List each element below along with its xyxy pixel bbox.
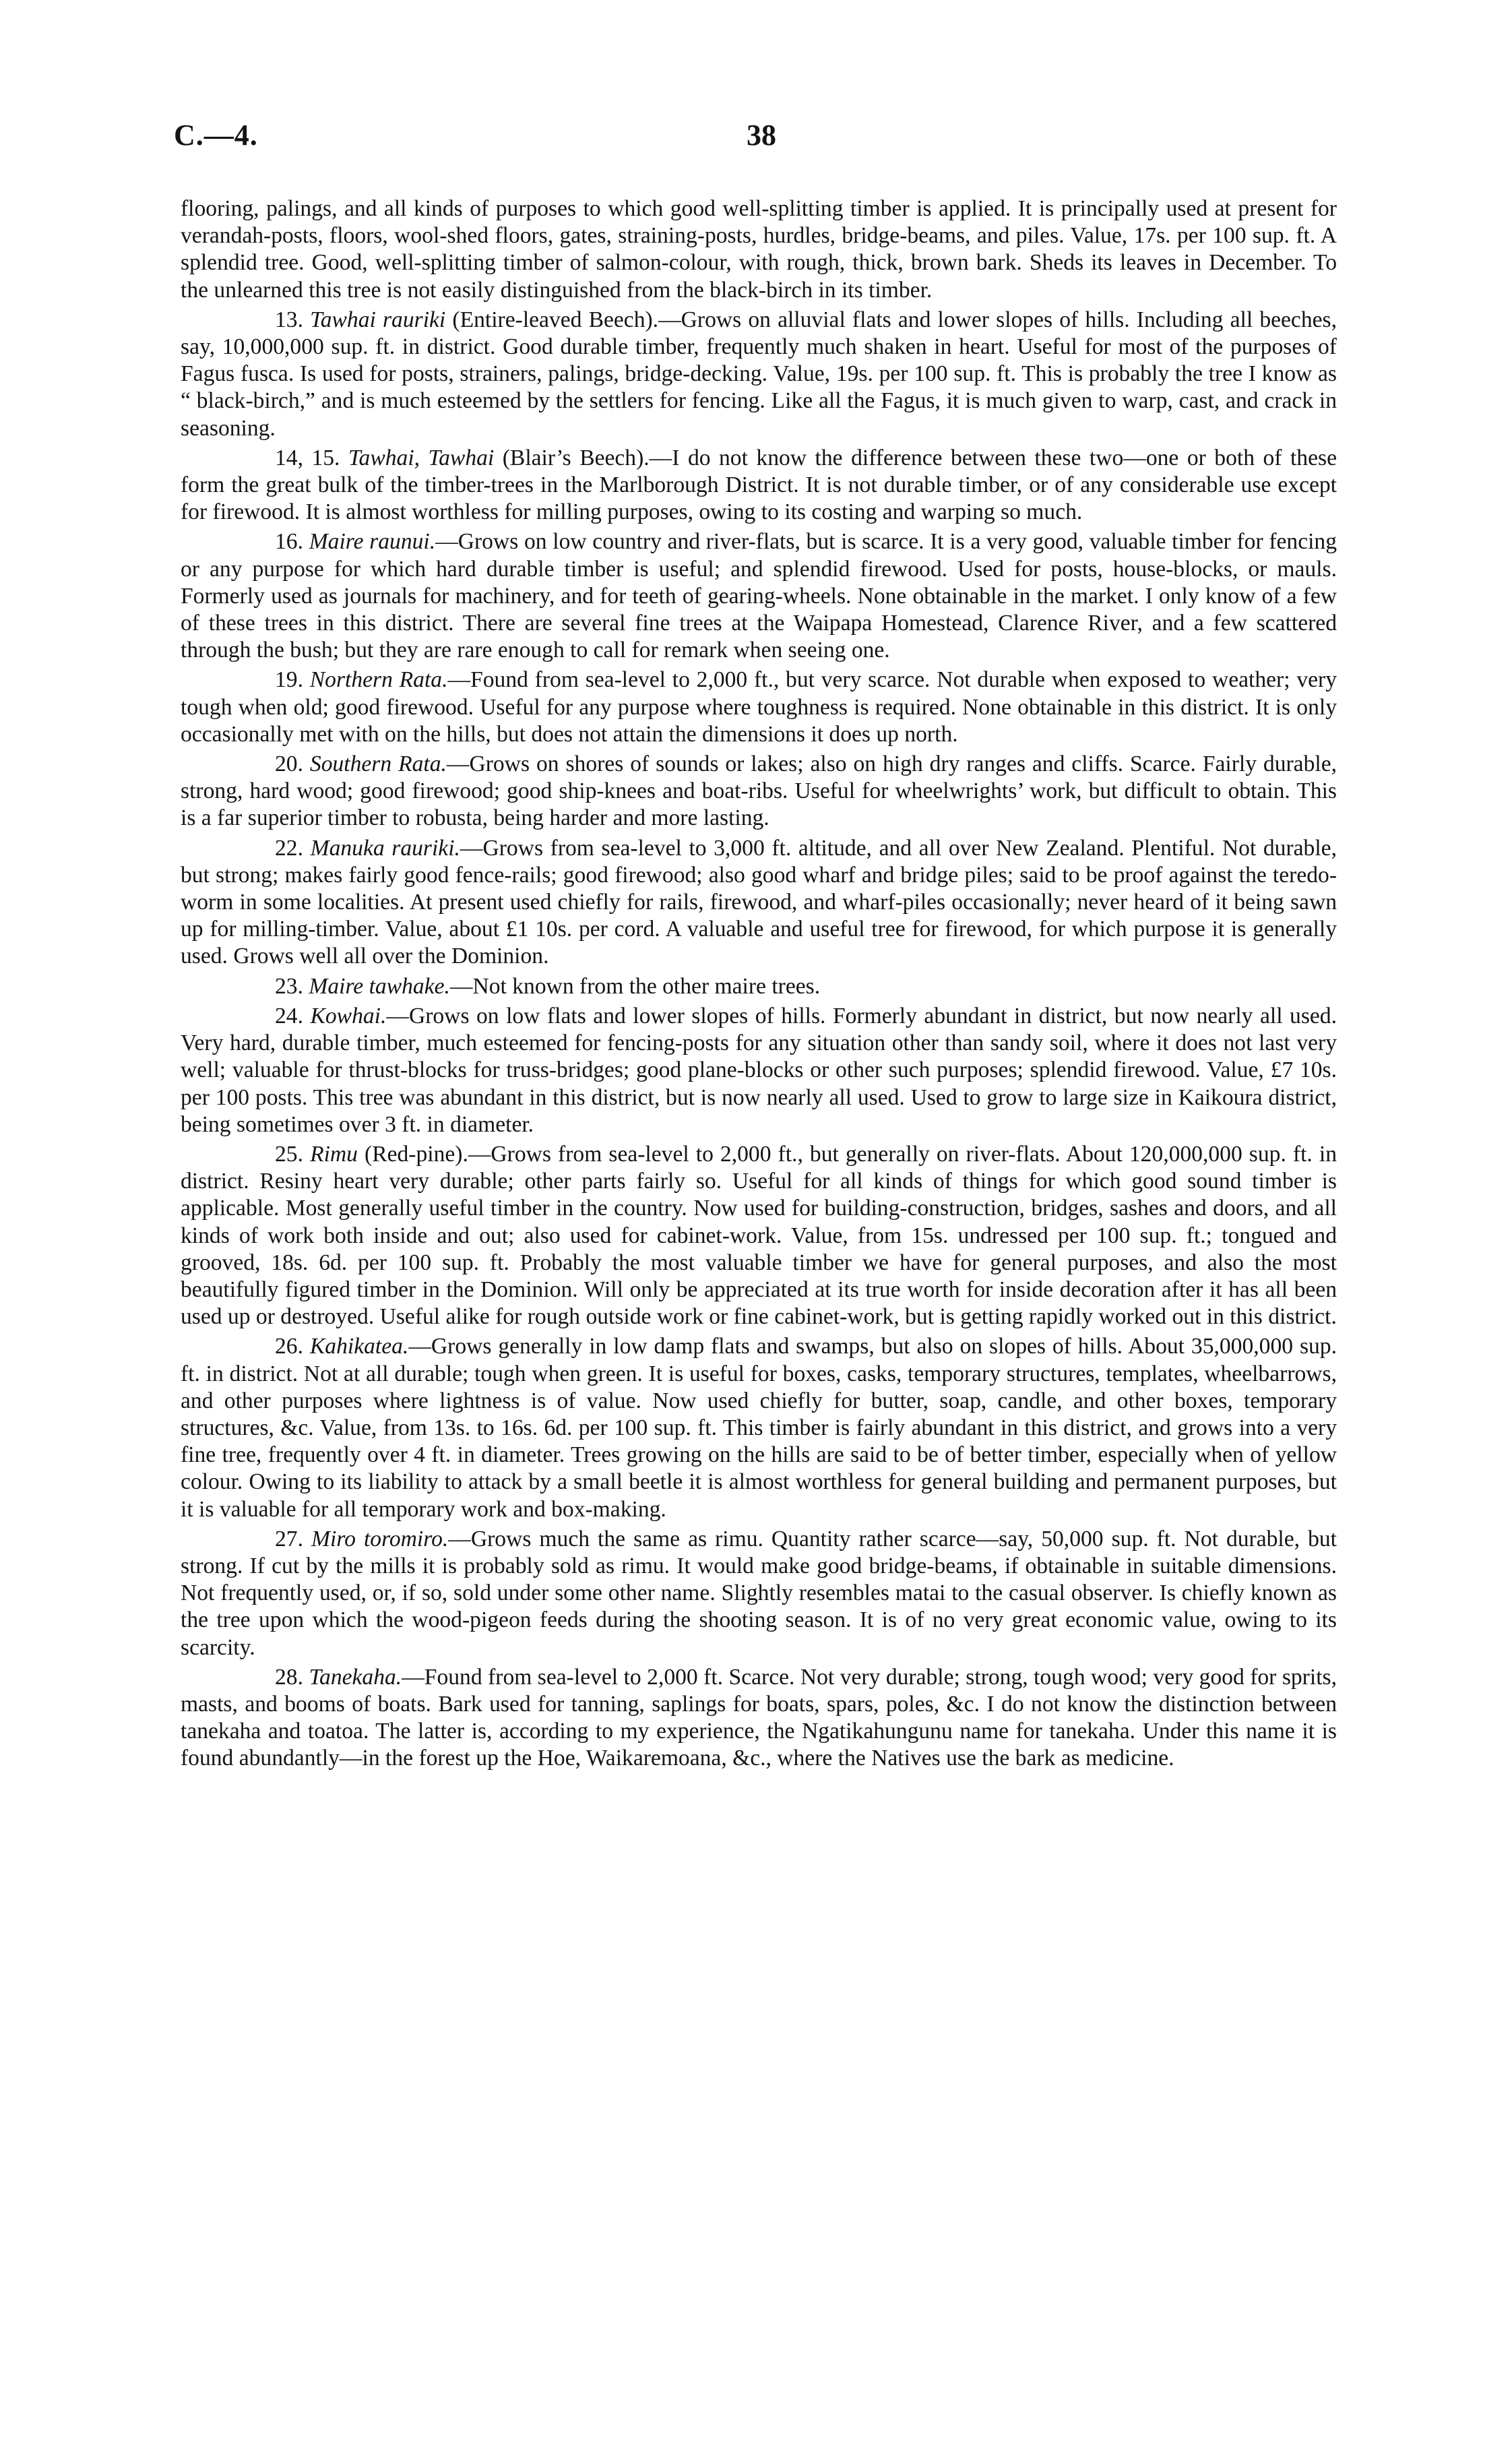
tree-entry [181, 751, 1337, 832]
tree-entry [181, 973, 1337, 1000]
tree-entry [181, 1141, 1337, 1330]
tree-entry [181, 1526, 1337, 1661]
tree-name: Kowhai. [310, 1003, 387, 1028]
page-number: 38 [747, 119, 776, 152]
tree-name: Southern Rata. [309, 751, 447, 777]
tree-name: Maire raunui. [309, 529, 436, 555]
tree-entry [181, 307, 1337, 442]
entry-description: —Grows from sea-level to 3,000 ft. altitude, and all over New Zealand. Plentiful. Not durable, but strong; makes fairly good fence-rails; good firewood; also good wharf and bridge piles; said to be proof against the teredo-worm in some localities. At present used chiefly for rails, firewood, and wharf-piles occasionally; never heard of it being sawn up for milling-timber. Value, about £1 10s. per cord. A valuable and useful tree for firewood, for which purpose it is generally used. Grows well all over the Dominion. [181, 835, 1337, 969]
entry-description: —Grows on low flats and lower slopes of hills. Formerly abundant in district, but now nearly all used. Very hard, durable timber, much esteemed for fencing-posts for any situation other than sandy soil, where it does not last very well; valuable for thrust-blocks for truss-bridges; good plane-blocks or other such purposes; splendid firewood. Value, £7 10s. per 100 posts. This tree was abundant in this district, but is now nearly all used. Used to grow to large size in Kaikoura district, being sometimes over 3 ft. in diameter. [181, 1003, 1337, 1137]
body-text [181, 195, 1337, 1775]
tree-name: Kahikatea. [309, 1334, 409, 1359]
entry-number: 24. [275, 1003, 303, 1028]
tree-name: Tanekaha. [309, 1664, 402, 1690]
entry-number: 19. [275, 667, 303, 693]
entry-number: 13. [275, 307, 303, 332]
tree-name: Northern Rata. [309, 667, 448, 693]
tree-entry [181, 528, 1337, 664]
tree-entry [181, 445, 1337, 526]
entry-number: 25. [275, 1141, 303, 1167]
intro-paragraph: flooring, palings, and all kinds of purposes to which good well-splitting timber is applied. It is principally used at present for verandah-posts, floors, wool-shed floors, gates, straining-posts, hurdles, bridge-beams, and piles. Value, 17s. per 100 sup. ft. A splendid tree. Good, well-splitting timber of salmon-colour, with rough, thick, brown bark. Sheds its leaves in December. To the unlearned this tree is not easily distinguished from the black-birch in its timber. [181, 196, 1337, 303]
document-code: C.—4. [174, 119, 258, 152]
tree-entry [181, 667, 1337, 748]
tree-name: Rimu [310, 1141, 358, 1167]
entry-description: —Grows on shores of sounds or lakes; also on high dry ranges and cliffs. Scarce. Fairly durable, strong, hard wood; good firewood; good ship-knees and boat-ribs. Useful for wheelwrights’ work, but difficult to obtain. This is a far superior timber to robusta, being harder and more lasting. [181, 751, 1337, 831]
page-header [174, 118, 1340, 158]
entry-description: (Blair’s Beech).—I do not know the difference between these two—one or both of these form the great bulk of the timber-trees in the Marlborough District. It is not durable timber, or of any considerable use except for firewood. It is almost worthless for milling purposes, owing to its costing and warping so much. [181, 445, 1337, 525]
tree-entry [181, 1664, 1337, 1773]
tree-entry [181, 1333, 1337, 1523]
tree-name: Tawhai rauriki [310, 307, 446, 332]
entry-number: 14, 15. [275, 445, 340, 470]
entry-description: —Found from sea-level to 2,000 ft. Scarce. Not very durable; strong, tough wood; very good for sprits, masts, and booms of boats. Bark used for tanning, saplings for boats, spars, poles, &c. I do not know the distinction between tanekaha and toatoa. The latter is, according to my experience, the Ngatikahungunu name for tanekaha. Under this name it is found abundantly—in the forest up the Hoe, Waikaremoana, &c., where the Natives use the bark as medicine. [181, 1664, 1337, 1771]
entry-number: 23. [275, 973, 303, 999]
entry-number: 26. [275, 1334, 303, 1359]
entry-description: —Grows much the same as rimu. Quantity rather scarce—say, 50,000 sup. ft. Not durable, but strong. If cut by the mills it is probably sold as rimu. It would make good bridge-beams, if obtainable in suitable dimensions. Not frequently used, or, if so, sold under some other name. Slightly resembles matai to the casual observer. Is chiefly known as the tree upon which the wood-pigeon feeds during the shooting season. It is of no very great economic value, owing to its scarcity. [181, 1526, 1337, 1660]
tree-entry [181, 1003, 1337, 1138]
tree-name: Miro toromiro. [311, 1526, 449, 1551]
entry-description: —Not known from the other maire trees. [449, 973, 821, 999]
entry-description: (Red-pine).—Grows from sea-level to 2,000 ft., but generally on river-flats. About 120,000,000 sup. ft. in district. Resiny heart very durable; other parts fairly so. Useful for all kinds of things for which good sound timber is applicable. Most generally useful timber in the country. Now used for building-construction, bridges, sashes and doors, and all kinds of work both inside and out; also used for cabinet-work. Value, from 15s. undressed per 100 sup. ft.; tongued and grooved, 18s. 6d. per 100 sup. ft. Probably the most valuable timber we have for general purposes, and also the most beautifully figured timber in the Dominion. Will only be appreciated at its true worth for inside decoration after it has all been used up or destroyed. Useful alike for rough outside work or fine cabinet-work, but is getting rapidly worked out in this district. [181, 1141, 1337, 1330]
tree-name: Tawhai, Tawhai [348, 445, 495, 470]
entry-number: 16. [275, 529, 303, 555]
entry-number: 27. [275, 1526, 303, 1551]
tree-name: Manuka rauriki. [310, 835, 460, 861]
entry-description: —Grows on low country and river-flats, but is scarce. It is a very good, valuable timber for fencing or any purpose for which hard durable timber is useful; and splendid firewood. Used for posts, house-blocks, or mauls. Formerly used as journals for machinery, and for teeth of gearing-wheels. None obtainable in the market. I only know of a few of these trees in this district. There are several fine trees at the Waipapa Homestead, Clarence River, and a few scattered through the bush; but they are rare enough to call for remark when seeing one. [181, 529, 1337, 663]
entry-list [181, 307, 1337, 1773]
entry-description: —Found from sea-level to 2,000 ft., but very scarce. Not durable when exposed to weather; very tough when old; good firewood. Useful for any purpose where toughness is required. None obtainable in this district. It is only occasionally met with on the hills, but does not attain the dimensions it does up north. [181, 667, 1337, 747]
entry-number: 22. [275, 835, 303, 861]
entry-number: 20. [275, 751, 303, 777]
entry-description: (Entire-leaved Beech).—Grows on alluvial flats and lower slopes of hills. Including all beeches, say, 10,000,000 sup. ft. in district. Good durable timber, frequently much shaken in heart. Useful for most of the purposes of Fagus fusca. Is used for posts, strainers, palings, bridge-decking. Value, 19s. per 100 sup. ft. This is probably the tree I know as “ black-birch,” and is much esteemed by the settlers for fencing. Like all the Fagus, it is much given to warp, cast, and crack in seasoning. [181, 307, 1337, 441]
tree-name: Maire tawhake. [309, 973, 450, 999]
entry-description: —Grows generally in low damp flats and swamps, but also on slopes of hills. About 35,000,000 sup. ft. in district. Not at all durable; tough when green. It is useful for boxes, casks, temporary structures, templates, wheelbarrows, and other purposes where lightness is of value. Now used chiefly for butter, soap, candle, and other boxes, temporary structures, &c. Value, from 13s. to 16s. 6d. per 100 sup. ft. This timber is fairly abundant in this district, and grows into a very fine tree, frequently over 4 ft. in diameter. Trees growing on the hills are said to be of better timber, especially when of yellow colour. Owing to its liability to attack by a small beetle it is almost worthless for general building and permanent purposes, but it is valuable for all temporary work and box-making. [181, 1334, 1337, 1522]
entry-number: 28. [275, 1664, 303, 1690]
tree-entry [181, 835, 1337, 971]
